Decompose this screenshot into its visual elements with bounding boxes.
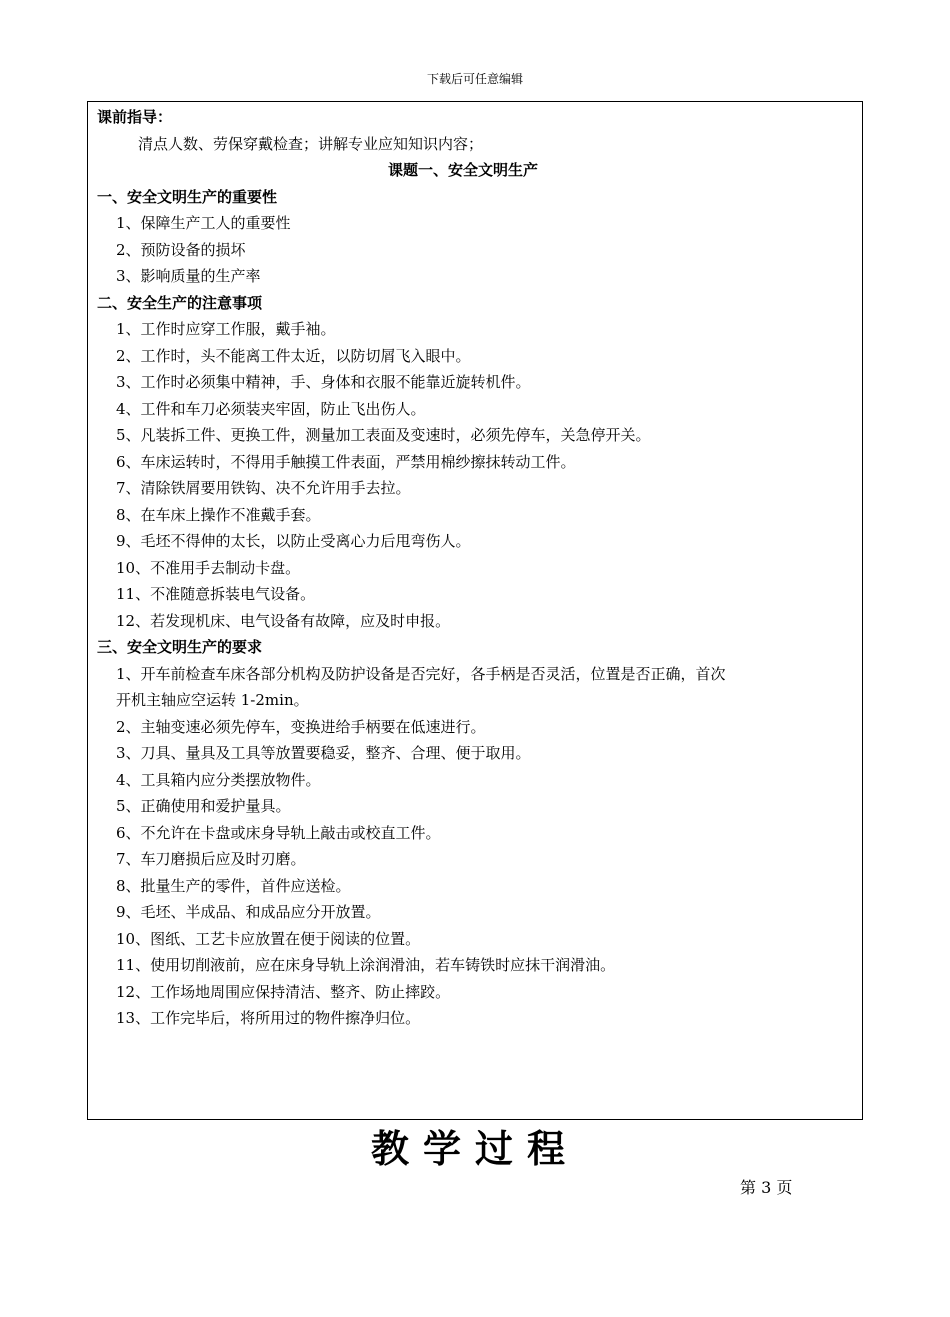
section2-item: 2、工作时，头不能离工件太近，以防切屑飞入眼中。 [116,347,471,365]
section2-item: 4、工件和车刀必须装夹牢固，防止飞出伤人。 [116,400,426,418]
section1-item: 3、影响质量的生产率 [116,267,261,285]
section3-item-1-line2: 开机主轴应空运转 1-2min。 [116,691,309,709]
section3-item: 4、工具箱内应分类摆放物件。 [116,771,321,789]
prep-text: 清点人数、劳保穿戴检查；讲解专业应知知识内容； [138,135,484,153]
section3-item: 5、正确使用和爱护量具。 [116,797,291,815]
section3-item: 7、车刀磨损后应及时刃磨。 [116,850,306,868]
section2-item: 3、工作时必须集中精神，手、身体和衣服不能靠近旋转机件。 [116,373,531,391]
section3-item: 9、毛坯、半成品、和成品应分开放置。 [116,903,381,921]
section2-item: 10、不准用手去制动卡盘。 [116,559,301,577]
section3-item: 12、工作场地周围应保持清洁、整齐、防止摔跤。 [116,983,451,1001]
lesson-content-box [87,101,863,1120]
section3-item: 10、图纸、工艺卡应放置在便于阅读的位置。 [116,930,421,948]
section3-heading: 三、安全文明生产的要求 [97,638,263,656]
section3-item: 6、不允许在卡盘或床身导轨上敲击或校直工件。 [116,824,441,842]
section2-item: 8、在车床上操作不准戴手套。 [116,506,321,524]
section2-heading: 二、安全生产的注意事项 [97,294,263,312]
prep-heading: 课前指导： [97,108,173,126]
section2-item: 12、若发现机床、电气设备有故障，应及时申报。 [116,612,451,630]
section3-item: 11、使用切削液前，应在床身导轨上涂润滑油，若车铸铁时应抹干润滑油。 [116,956,616,974]
section1-item: 1、保障生产工人的重要性 [116,214,291,232]
section2-item: 1、工作时应穿工作服，戴手袖。 [116,320,336,338]
header-note: 下载后可任意编辑 [426,72,523,86]
section3-item: 8、批量生产的零件，首件应送检。 [116,877,351,895]
section2-item: 5、凡装拆工件、更换工件，测量加工表面及变速时，必须先停车，关急停开关。 [116,426,651,444]
section2-item: 9、毛坯不得伸的太长，以防止受离心力后甩弯伤人。 [116,532,471,550]
footer-title: 教学过程 [370,1126,579,1171]
section2-item: 6、车床运转时，不得用手触摸工件表面，严禁用棉纱擦抹转动工件。 [116,453,576,471]
section3-item: 2、主轴变速必须先停车，变换进给手柄要在低速进行。 [116,718,486,736]
section3-item: 3、刀具、量具及工具等放置要稳妥，整齐、合理、便于取用。 [116,744,531,762]
section3-item-1-line1: 1、开车前检查车床各部分机构及防护设备是否完好，各手柄是否灵活，位置是否正确，首次 [116,665,726,683]
section1-item: 2、预防设备的损坏 [116,241,246,259]
section1-heading: 一、安全文明生产的重要性 [97,188,278,206]
page-number: 第 3 页 [740,1178,793,1197]
topic-title: 课题一、安全文明生产 [388,161,539,179]
section2-item: 7、清除铁屑要用铁钩、决不允许用手去拉。 [116,479,411,497]
section2-item: 11、不准随意拆装电气设备。 [116,585,316,603]
section3-item: 13、工作完毕后，将所用过的物件擦净归位。 [116,1009,421,1027]
